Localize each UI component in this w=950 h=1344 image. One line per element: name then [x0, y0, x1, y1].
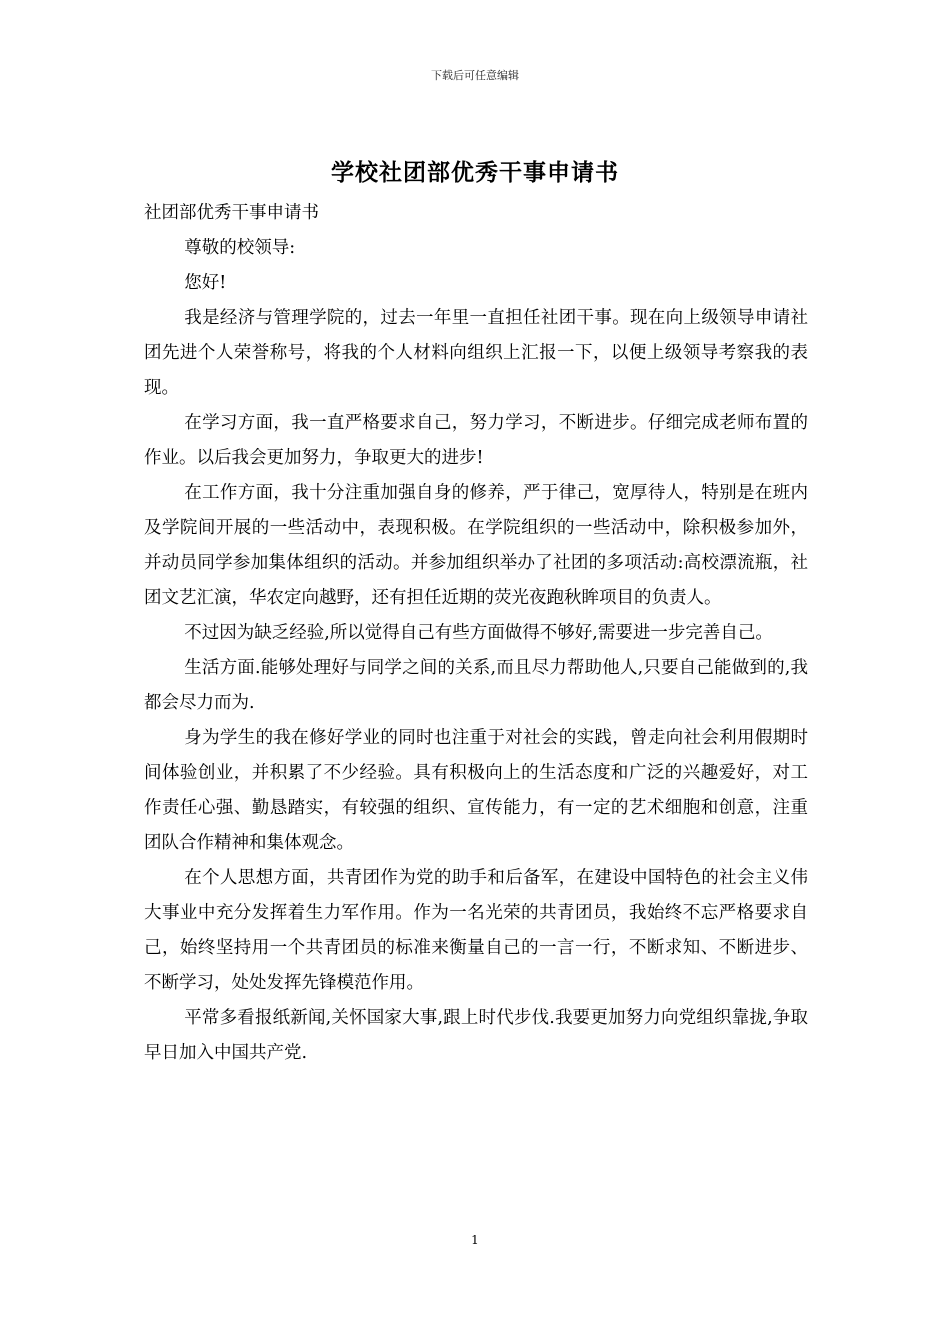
paragraph-work: 在工作方面，我十分注重加强自身的修养，严于律己，宽厚待人，特别是在班内及学院间开展的一些活动中，表现积极。在学院组织的一些活动中，除积极参加外，并动员同学参加集体组织的活动。并参加组织举办了社团的多项活动:高校漂流瓶，社团文艺汇演，华农定向越野，还有担任近期的荧光夜跑秋眸项目的负责人。 [144, 483, 808, 608]
paragraph-ideology: 在个人思想方面，共青团作为党的助手和后备军，在建设中国特色的社会主义伟大事业中充分发挥着生力军作用。作为一名光荣的共青团员，我始终不忘严格要求自己，始终坚持用一个共青团员的标准来衡量自己的一言一行，不断求知、不断进步、不断学习，处处发挥先锋模范作用。 [144, 868, 808, 993]
salutation: 尊敬的校领导: [184, 238, 296, 258]
paragraph-study: 在学习方面，我一直严格要求自己，努力学习，不断进步。仔细完成老师布置的作业。以后我会更加努力，争取更大的进步! [144, 413, 808, 468]
page-number: 1 [471, 1233, 479, 1247]
paragraph-life: 生活方面.能够处理好与同学之间的关系,而且尽力帮助他人,只要自己能做到的,我都会尽力而为. [144, 658, 808, 713]
document-title: 学校社团部优秀干事申请书 [331, 159, 619, 186]
paragraph-intro: 我是经济与管理学院的，过去一年里一直担任社团干事。现在向上级领导申请社团先进个人荣誉称号，将我的个人材料向组织上汇报一下，以便上级领导考察我的表现。 [144, 308, 808, 398]
subtitle-line: 社团部优秀干事申请书 [144, 203, 319, 223]
paragraph-shortcoming: 不过因为缺乏经验,所以觉得自己有些方面做得不够好,需要进一步完善自己。 [184, 623, 773, 643]
paragraph-closing: 平常多看报纸新闻,关怀国家大事,跟上时代步伐.我要更加努力向党组织靠拢,争取早日加入中国共产党. [144, 1008, 808, 1063]
document-body [144, 196, 808, 1071]
header-note: 下载后可任意编辑 [431, 69, 519, 82]
greeting: 您好! [184, 273, 227, 293]
paragraph-practice: 身为学生的我在修好学业的同时也注重于对社会的实践，曾走向社会利用假期时间体验创业，并积累了不少经验。具有积极向上的生活态度和广泛的兴趣爱好，对工作责任心强、勤恳踏实，有较强的组织、宣传能力，有一定的艺术细胞和创意，注重团队合作精神和集体观念。 [144, 728, 808, 853]
